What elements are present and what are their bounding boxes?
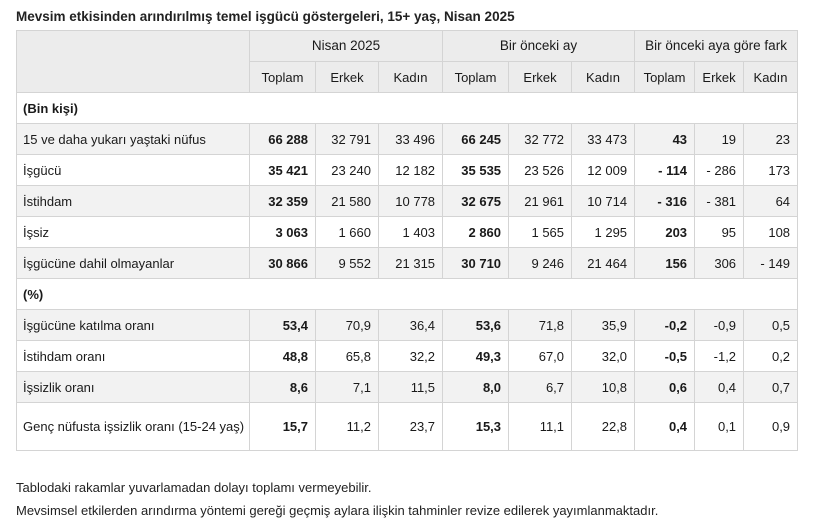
row-label: İşgücü — [17, 155, 250, 186]
value-cell: 156 — [635, 248, 695, 279]
value-cell: 35,9 — [572, 310, 635, 341]
value-cell: 9 552 — [316, 248, 379, 279]
subheader-cell: Toplam — [635, 62, 695, 93]
footnote-rounding: Tablodaki rakamlar yuvarlamadan dolayı toplamı vermeyebilir. — [16, 480, 372, 495]
value-cell: 10 778 — [379, 186, 443, 217]
value-cell: 23 240 — [316, 155, 379, 186]
table-row — [17, 310, 798, 341]
row-label: İstihdam — [17, 186, 250, 217]
corner-header-cell — [17, 31, 250, 93]
value-cell: 32 772 — [509, 124, 572, 155]
subheader-cell: Erkek — [316, 62, 379, 93]
value-cell: 8,0 — [443, 372, 509, 403]
section-label: (%) — [17, 279, 798, 310]
value-cell: 48,8 — [250, 341, 316, 372]
value-cell: 71,8 — [509, 310, 572, 341]
value-cell: 53,4 — [250, 310, 316, 341]
value-cell: 1 660 — [316, 217, 379, 248]
row-label: İşgücüne dahil olmayanlar — [17, 248, 250, 279]
row-label: Genç nüfusta işsizlik oranı (15-24 yaş) — [17, 403, 250, 451]
value-cell: 43 — [635, 124, 695, 155]
group-header-previous: Bir önceki ay — [443, 31, 635, 62]
value-cell: 10 714 — [572, 186, 635, 217]
value-cell: 66 288 — [250, 124, 316, 155]
value-cell: 15,3 — [443, 403, 509, 451]
value-cell: 67,0 — [509, 341, 572, 372]
table-row — [17, 186, 798, 217]
value-cell: 12 009 — [572, 155, 635, 186]
table-row — [17, 341, 798, 372]
value-cell: 35 535 — [443, 155, 509, 186]
value-cell: 32 791 — [316, 124, 379, 155]
value-cell: 203 — [635, 217, 695, 248]
row-label: İşsiz — [17, 217, 250, 248]
value-cell: 11,5 — [379, 372, 443, 403]
section-row-percent — [17, 279, 798, 310]
value-cell: 6,7 — [509, 372, 572, 403]
table-row — [17, 403, 798, 451]
value-cell: 8,6 — [250, 372, 316, 403]
value-cell: - 149 — [744, 248, 798, 279]
value-cell: 22,8 — [572, 403, 635, 451]
value-cell: 1 403 — [379, 217, 443, 248]
value-cell: 0,6 — [635, 372, 695, 403]
value-cell: 66 245 — [443, 124, 509, 155]
value-cell: -0,2 — [635, 310, 695, 341]
value-cell: 10,8 — [572, 372, 635, 403]
value-cell: 53,6 — [443, 310, 509, 341]
table-row — [17, 155, 798, 186]
value-cell: 70,9 — [316, 310, 379, 341]
group-header-difference: Bir önceki aya göre fark — [635, 31, 798, 62]
subheader-cell: Toplam — [443, 62, 509, 93]
value-cell: 65,8 — [316, 341, 379, 372]
value-cell: - 286 — [695, 155, 744, 186]
value-cell: 95 — [695, 217, 744, 248]
value-cell: 0,2 — [744, 341, 798, 372]
value-cell: 3 063 — [250, 217, 316, 248]
value-cell: 21 961 — [509, 186, 572, 217]
value-cell: - 316 — [635, 186, 695, 217]
value-cell: 64 — [744, 186, 798, 217]
row-label: İşgücüne katılma oranı — [17, 310, 250, 341]
value-cell: 15,7 — [250, 403, 316, 451]
value-cell: 36,4 — [379, 310, 443, 341]
value-cell: 33 473 — [572, 124, 635, 155]
section-label: (Bin kişi) — [17, 93, 798, 124]
value-cell: 11,2 — [316, 403, 379, 451]
value-cell: 173 — [744, 155, 798, 186]
subheader-cell: Kadın — [379, 62, 443, 93]
value-cell: 0,9 — [744, 403, 798, 451]
value-cell: 0,4 — [635, 403, 695, 451]
value-cell: 21 580 — [316, 186, 379, 217]
value-cell: 32,2 — [379, 341, 443, 372]
value-cell: 21 464 — [572, 248, 635, 279]
row-label: İşsizlik oranı — [17, 372, 250, 403]
value-cell: 0,5 — [744, 310, 798, 341]
value-cell: 306 — [695, 248, 744, 279]
row-label: 15 ve daha yukarı yaştaki nüfus — [17, 124, 250, 155]
table-row — [17, 124, 798, 155]
subheader-cell: Erkek — [509, 62, 572, 93]
labour-stats-table — [16, 30, 798, 451]
value-cell: -0,9 — [695, 310, 744, 341]
value-cell: 30 710 — [443, 248, 509, 279]
subheader-cell: Erkek — [695, 62, 744, 93]
value-cell: 19 — [695, 124, 744, 155]
value-cell: 11,1 — [509, 403, 572, 451]
value-cell: 108 — [744, 217, 798, 248]
value-cell: 7,1 — [316, 372, 379, 403]
value-cell: 0,7 — [744, 372, 798, 403]
table-row — [17, 248, 798, 279]
value-cell: 35 421 — [250, 155, 316, 186]
table-row — [17, 217, 798, 248]
value-cell: 23 526 — [509, 155, 572, 186]
value-cell: 23 — [744, 124, 798, 155]
value-cell: 0,1 — [695, 403, 744, 451]
group-header-current: Nisan 2025 — [250, 31, 443, 62]
subheader-cell: Kadın — [572, 62, 635, 93]
value-cell: 2 860 — [443, 217, 509, 248]
subheader-cell: Kadın — [744, 62, 798, 93]
row-label: İstihdam oranı — [17, 341, 250, 372]
subheader-cell: Toplam — [250, 62, 316, 93]
value-cell: 32,0 — [572, 341, 635, 372]
value-cell: 1 565 — [509, 217, 572, 248]
value-cell: -1,2 — [695, 341, 744, 372]
value-cell: 12 182 — [379, 155, 443, 186]
value-cell: 1 295 — [572, 217, 635, 248]
table-title: Mevsim etkisinden arındırılmış temel işgücü göstergeleri, 15+ yaş, Nisan 2025 — [16, 9, 515, 24]
value-cell: 30 866 — [250, 248, 316, 279]
value-cell: 23,7 — [379, 403, 443, 451]
value-cell: -0,5 — [635, 341, 695, 372]
value-cell: - 114 — [635, 155, 695, 186]
value-cell: 49,3 — [443, 341, 509, 372]
value-cell: 32 359 — [250, 186, 316, 217]
footnote-revision: Mevsimsel etkilerden arındırma yöntemi gereği geçmiş aylara ilişkin tahminler revize edilerek yayımlanmaktadır. — [16, 503, 659, 518]
value-cell: 33 496 — [379, 124, 443, 155]
value-cell: 0,4 — [695, 372, 744, 403]
section-row-thousands — [17, 93, 798, 124]
value-cell: 9 246 — [509, 248, 572, 279]
table-row — [17, 372, 798, 403]
value-cell: - 381 — [695, 186, 744, 217]
value-cell: 21 315 — [379, 248, 443, 279]
value-cell: 32 675 — [443, 186, 509, 217]
